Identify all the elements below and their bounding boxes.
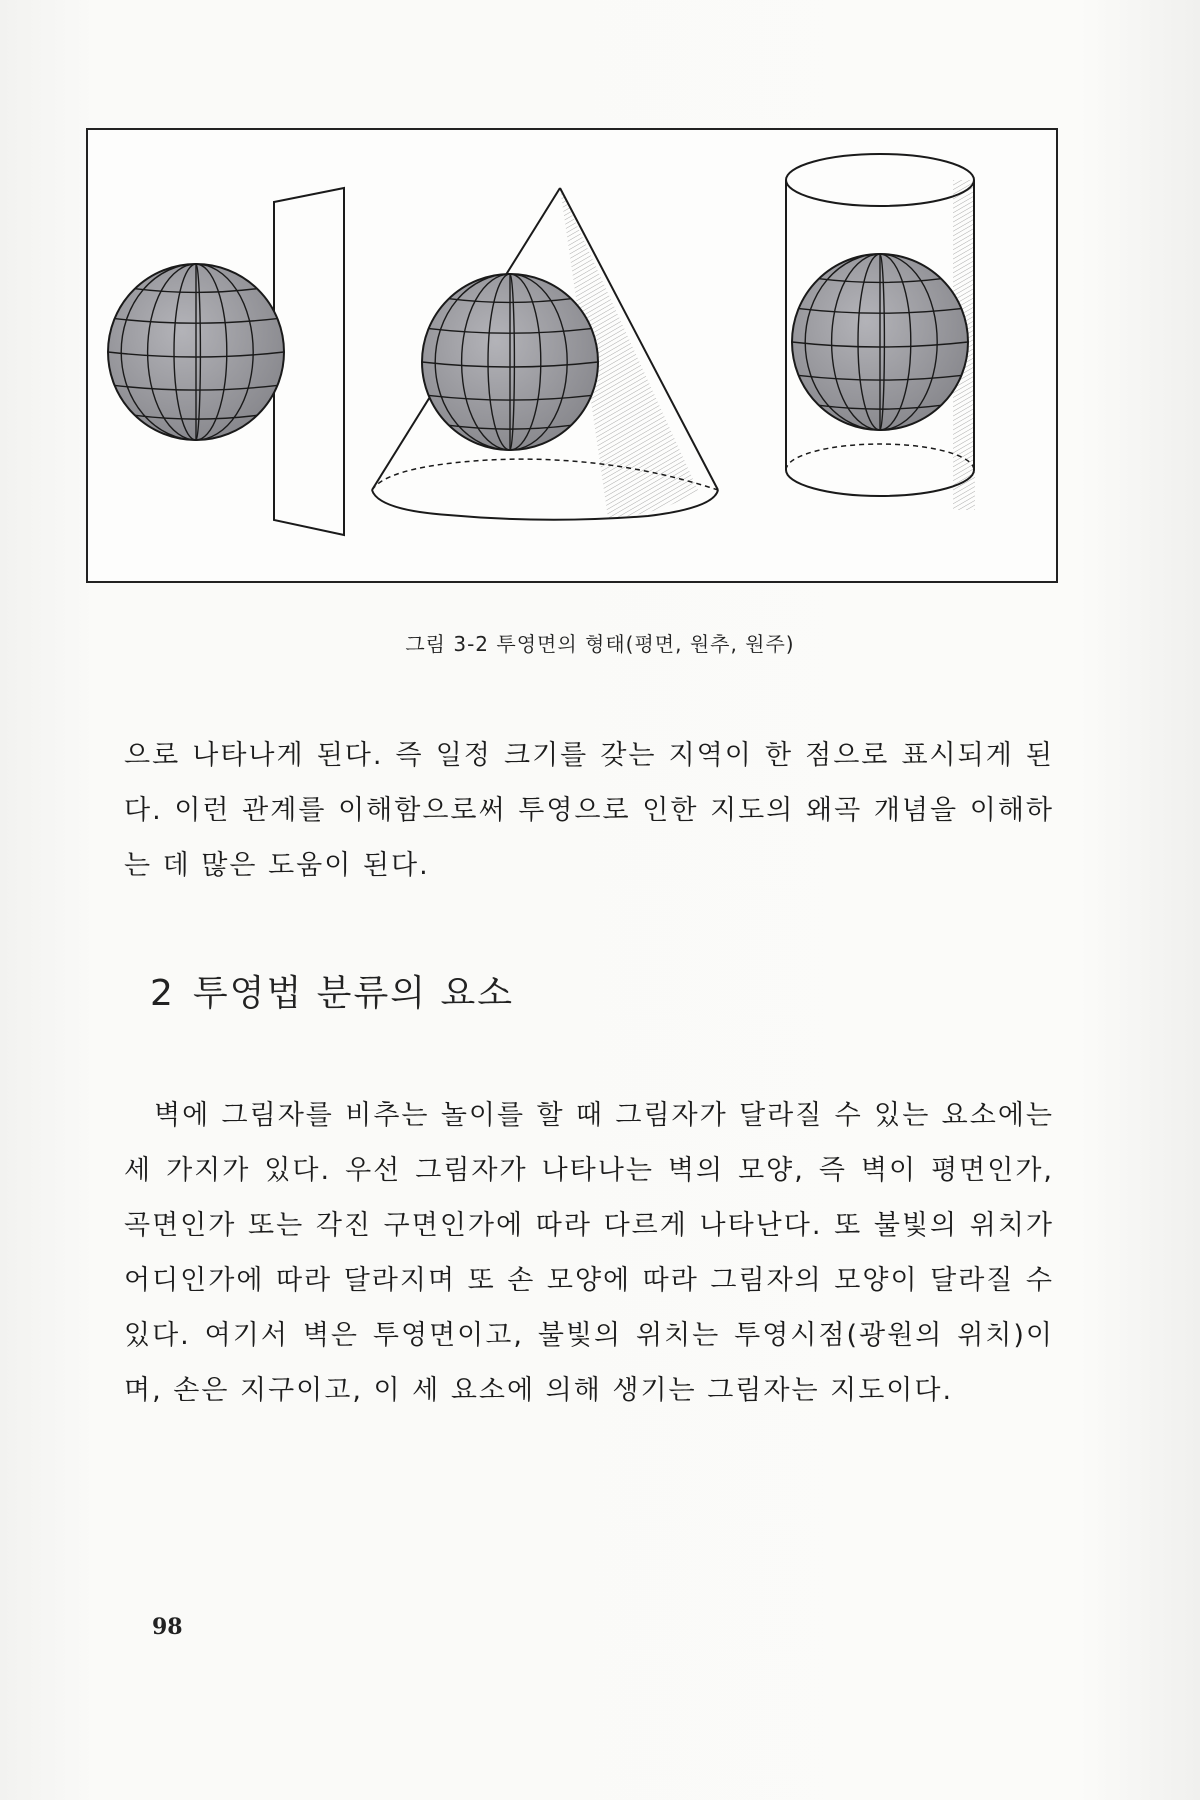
plane-projection-panel (108, 188, 344, 535)
projection-plane (274, 188, 344, 535)
page-number: 98 (152, 1614, 183, 1640)
cylinder-bottom-front (786, 470, 974, 496)
cylinder-projection-panel (786, 154, 975, 510)
globe-plane (108, 264, 284, 440)
section-number: 2 (150, 973, 175, 1014)
paragraph-section-body: 벽에 그림자를 비추는 놀이를 할 때 그림자가 달라질 수 있는 요소에는 세 가지가 있다. 우선 그림자가 나타나는 벽의 모양, 즉 벽이 평면인가, 곡면인가 또는 각진 구면인가에 따라 다르게 나타난다. 또 불빛의 위치가 어디인가에 따라 달라지며 또 손 모양에 따라 그림자의 모양이 달라질 수 있다. 여기서 벽은 투영면이고, 불빛의 위치는 투영시점(광원의 위치)이며, 손은 지구이고, 이 세 요소에 의해 생기는 그림자는 지도이다. (124, 1100, 1054, 1406)
projection-surfaces-figure (86, 128, 1058, 583)
section-heading (150, 965, 514, 1016)
paragraph-continued: 으로 나타나게 된다. 즉 일정 크기를 갖는 지역이 한 점으로 표시되게 된다. 이런 관계를 이해함으로써 투영으로 인한 지도의 왜곡 개념을 이해하는 데 많은 도움이 된다. (124, 740, 1054, 881)
globe-cone (422, 274, 598, 450)
cone-projection-panel (372, 188, 718, 520)
cylinder-bottom-back (786, 444, 974, 470)
figure-caption: 그림 3-2 투영면의 형태(평면, 원추, 원주) (405, 632, 795, 656)
cylinder-top (786, 154, 974, 206)
section-title: 투영법 분류의 요소 (192, 973, 515, 1014)
globe-cylinder (792, 254, 968, 430)
